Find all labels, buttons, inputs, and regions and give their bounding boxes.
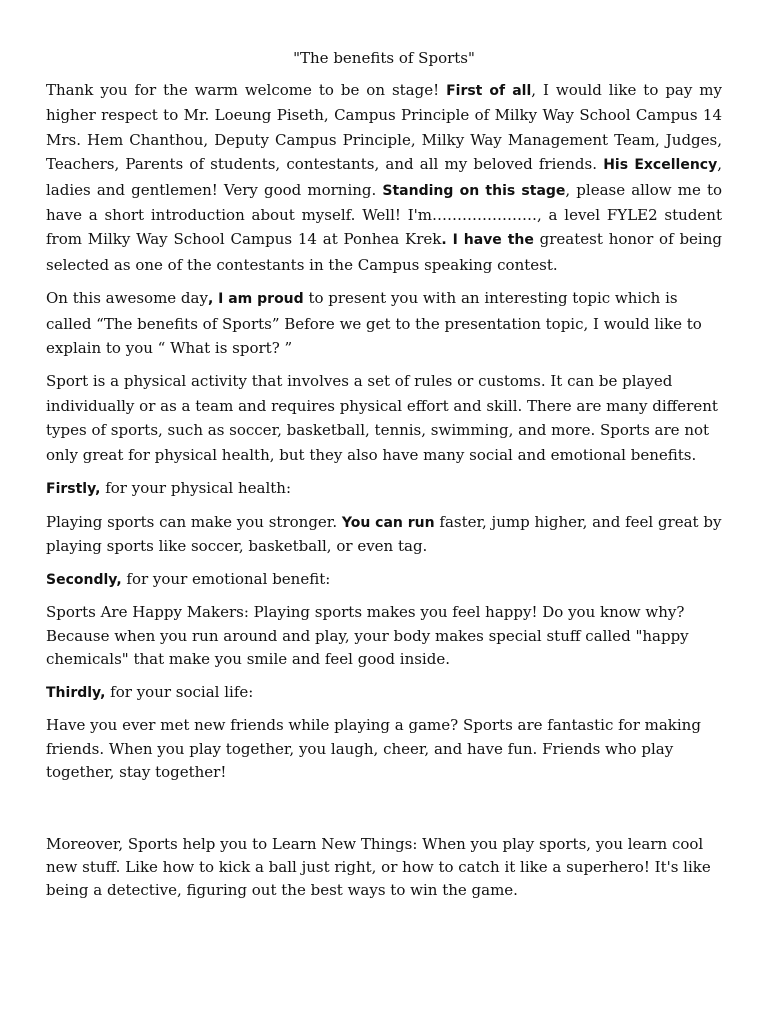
definition-paragraph: Sport is a physical activity that involves a set of rules or customs. It can be played individually or as a team and requires physical effort and skill. There are many different types of sports, such as soccer, basketball, tennis, swimming, and more. Sports are not only great for physical health, but they also have many social and emotional benefits. (46, 372, 718, 464)
intro-text-4: , please allow me to have a short introduction about myself. Well! I'm…………………, a level FYLE2 student from Milky Way School Campus 14 at Ponhea Krek (46, 180, 722, 249)
moreover-paragraph: Moreover, Sports help you to Learn New Things: When you play sports, you learn cool new stuff. Like how to kick a ball just right, or how to catch it like a superhero! It's like being a detective, figuring out the best ways to win the game. (46, 834, 711, 900)
thirdly-heading (46, 680, 722, 705)
thirdly-text: for your social life: (105, 682, 254, 701)
intro-bold-3: Standing on this stage (382, 182, 566, 199)
topic-paragraph (46, 286, 722, 360)
intro-text-1: Thank you for the warm welcome to be on stage! (46, 81, 447, 99)
emotional-paragraph: Sports Are Happy Makers: Playing sports makes you feel happy! Do you know why? Because when you run around and play, your body makes special stuff called "happy chemicals" that make you smile and feel good inside. (46, 603, 689, 668)
firstly-text: for your physical health: (100, 479, 292, 498)
firstly-heading (46, 476, 722, 501)
intro-paragraph (46, 78, 722, 277)
intro-bold-2: His Excellency (603, 157, 718, 174)
physical-text-2: faster, jump higher, and feel great by playing sports like soccer, basketball, or even tag. (46, 512, 722, 555)
intro-text-2: , I would like to pay my higher respect to Mr. Loeung Piseth, Campus Principle of Milky Way School Campus 14 Mrs. Hem Chanthou, Deputy Campus Principle, Milky Way Management Team, Judges, Teachers, Parents of students, contestants, and all my beloved friends. (46, 81, 722, 174)
secondly-bold: Secondly, (46, 571, 122, 588)
physical-text-1: Playing sports can make you stronger. (46, 512, 342, 531)
topic-text-1: On this awesome day (46, 289, 208, 308)
social-paragraph: Have you ever met new friends while playing a game? Sports are fantastic for making friends. When you play together, you laugh, cheer, and have fun. Friends who play together, stay together! (46, 716, 701, 781)
blank-space (46, 793, 722, 833)
firstly-bold: Firstly, (46, 481, 101, 498)
topic-text-2: to present you with an interesting topic which is called “The benefits of Sports” Before we get to the presentation topic, I would like to explain to you “ What is sport? ” (46, 289, 702, 358)
intro-bold-1: First of all (446, 83, 532, 99)
physical-paragraph (46, 511, 722, 558)
intro-bold-4: . I have the (441, 232, 534, 249)
topic-bold-1: , I am proud (207, 291, 304, 308)
intro-text-5: greatest honor of being selected as one of the contestants in the Campus speaking contest. (46, 230, 722, 274)
secondly-text: for your emotional benefit: (121, 569, 331, 588)
thirdly-bold: Thirdly, (46, 684, 106, 701)
physical-bold: You can run (341, 514, 435, 531)
secondly-heading (46, 567, 722, 592)
intro-text-3: , ladies and gentlemen! Very good morning. (46, 155, 722, 199)
document-title: "The benefits of Sports" (293, 49, 475, 67)
